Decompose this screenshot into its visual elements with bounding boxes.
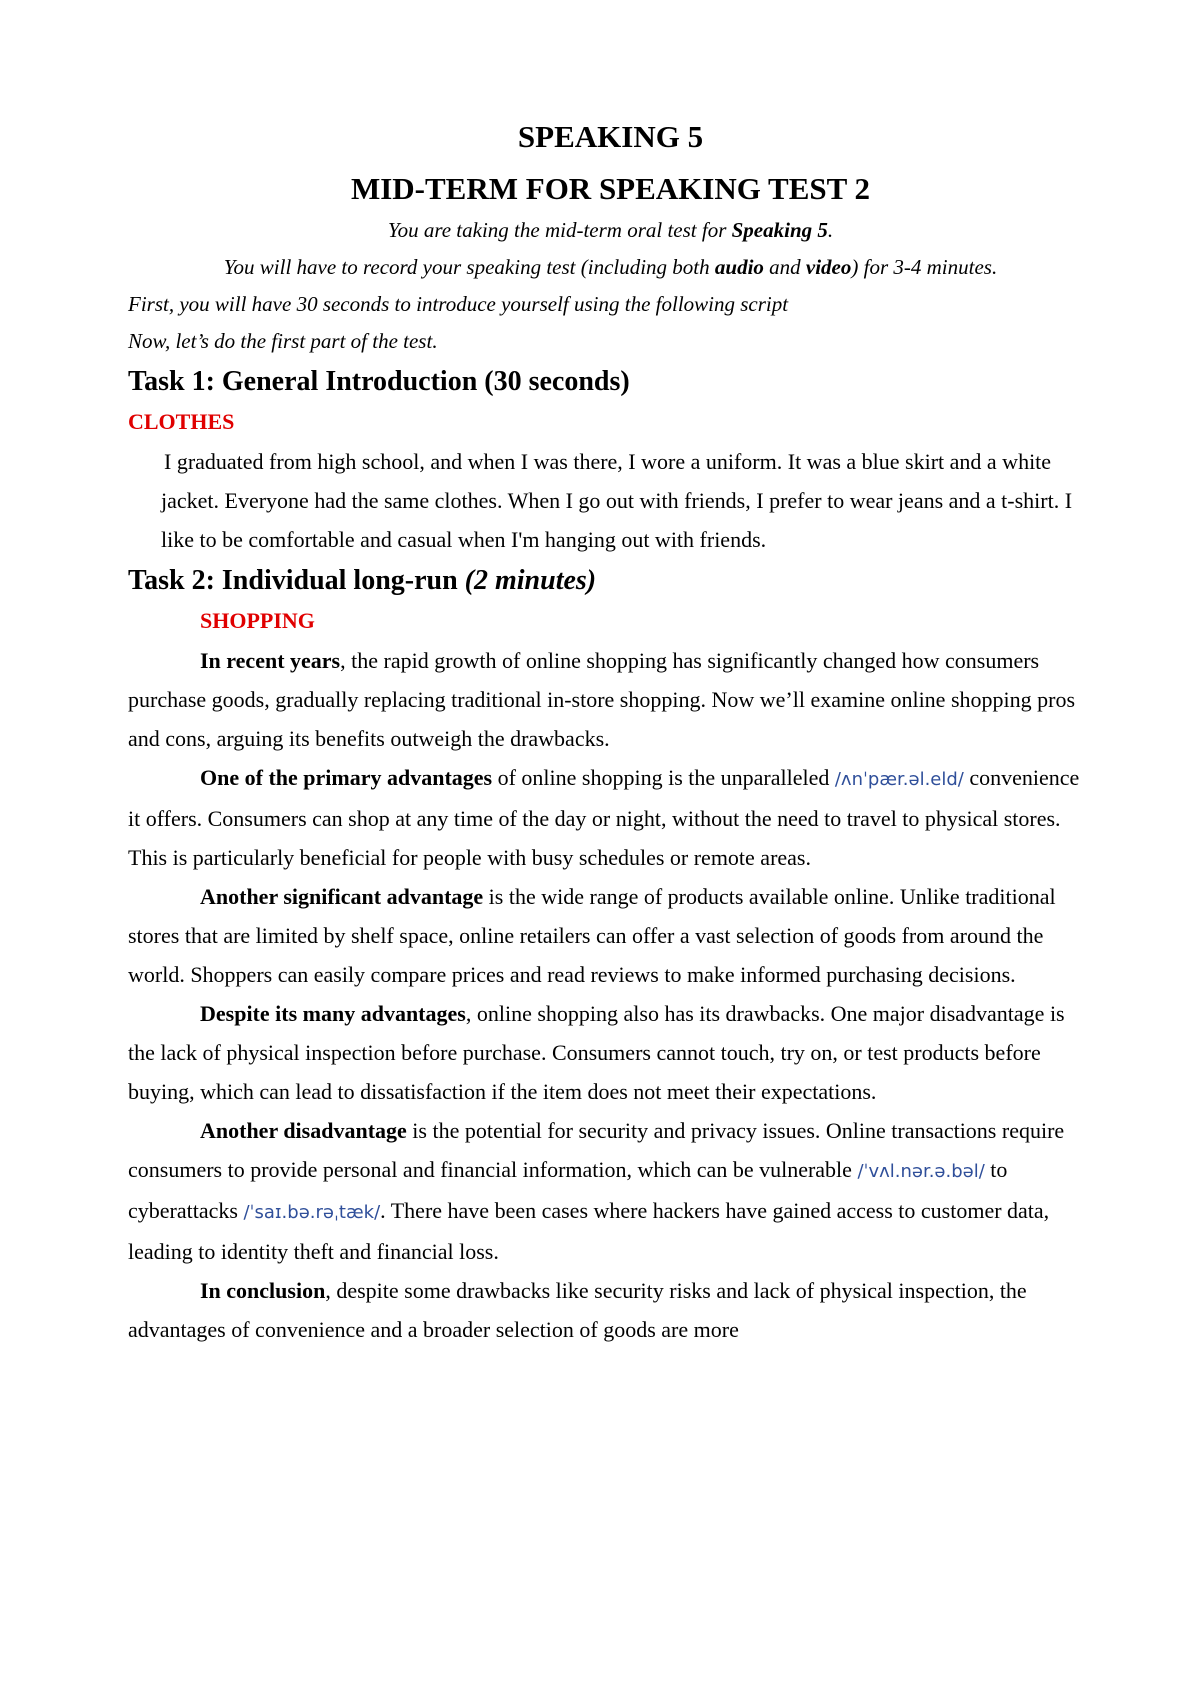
task-2-heading-duration: (2 minutes) [464, 565, 597, 596]
paragraph-3-text: is the wide range of products available online. Unlike traditional stores that are limited by shelf space, online retailers can offer a vast selection of goods from around the world. Shoppers can easily compare prices and read reviews to make informed purchasing decisions. [128, 884, 1056, 987]
paragraph-2-text-a: of online shopping is the unparalleled [492, 765, 835, 790]
ipa-unparalleled: /ʌnˈpær.əl.eld/ [834, 769, 964, 790]
intro-line-2-end: ) for 3-4 minutes. [851, 255, 998, 279]
paragraph-1-text: , the rapid growth of online shopping has significantly changed how consumers purchase goods, gradually replacing traditional in-store shopping. Now we’ll examine online shopping pros and cons, arguing its benefits outweigh the drawbacks. [128, 648, 1076, 751]
paragraph-introduction [128, 641, 1093, 758]
document-content [128, 118, 1093, 1349]
paragraph-2-text-b: convenience it offers. Consumers can shop at any time of the day or night, without the need to travel to physical stores. This is particularly beneficial for people with busy schedules or remote areas. [128, 765, 1080, 870]
paragraph-1-lead: In recent years [200, 648, 341, 673]
paragraph-advantage-1 [128, 758, 1093, 877]
paragraph-3-lead: Another significant advantage [200, 884, 484, 909]
ipa-cyberattack: /ˈsaɪ.bə.rəˌtæk/ [243, 1202, 381, 1223]
paragraph-4-lead: Despite its many advantages [200, 1001, 466, 1026]
paragraph-5-text-c: . There have been cases where hackers have gained access to customer data, leading to identity theft and financial loss. [128, 1198, 1050, 1264]
task-1-topic: CLOTHES [128, 409, 235, 434]
intro-audio-bold: audio [714, 255, 764, 279]
task-2-heading-text: Task 2: Individual long-run [128, 565, 465, 596]
intro-line-1-end: . [827, 218, 834, 242]
paragraph-4-text: , online shopping also has its drawbacks. One major disadvantage is the lack of physical inspection before purchase. Consumers cannot touch, try on, or test products before buying, which can lead to dissatisfaction if the item does not meet their expectations. [128, 1001, 1065, 1104]
document-subtitle: MID-TERM FOR SPEAKING TEST 2 [350, 171, 871, 206]
paragraph-6-text: , despite some drawbacks like security risks and lack of physical inspection, the advantages of convenience and a broader selection of goods are more [128, 1278, 1027, 1342]
task-2-heading [128, 561, 1093, 601]
paragraph-conclusion [128, 1271, 1093, 1349]
task-2-topic: SHOPPING [200, 608, 315, 633]
intro-line-2-text: You will have to record your speaking test (including both [223, 255, 715, 279]
paragraph-disadvantage-2 [128, 1111, 1093, 1271]
paragraph-5-lead: Another disadvantage [200, 1118, 407, 1143]
paragraph-6-lead: In conclusion [200, 1278, 326, 1303]
paragraph-2-lead: One of the primary advantages [200, 765, 493, 790]
document-title: SPEAKING 5 [517, 119, 704, 154]
paragraph-disadvantage-1 [128, 994, 1093, 1111]
intro-line-1-bold: Speaking 5 [731, 218, 828, 242]
intro-video-bold: video [805, 255, 852, 279]
ipa-vulnerable: /ˈvʌl.nər.ə.bəl/ [857, 1161, 985, 1182]
intro-line-3: First, you will have 30 seconds to introduce yourself using the following script [128, 292, 789, 316]
intro-line-2-mid: and [763, 255, 806, 279]
task-1-heading: Task 1: General Introduction (30 seconds) [128, 366, 630, 397]
paragraph-advantage-2 [128, 877, 1093, 994]
intro-line-2 [128, 249, 1093, 286]
intro-line-1 [128, 212, 1093, 249]
paragraph-5-text-b: to cyberattacks [128, 1157, 1008, 1223]
intro-line-4: Now, let’s do the first part of the test. [128, 329, 438, 353]
paragraph-5-text-a: is the potential for security and privacy issues. Online transactions require consumers to provide personal and financial information, which can be vulnerable [128, 1118, 1065, 1182]
intro-line-1-text: You are taking the mid-term oral test for [387, 218, 732, 242]
task-1-answer: I graduated from high school, and when I was there, I wore a uniform. It was a blue skirt and a white jacket. Everyone had the same clothes. When I go out with friends, I prefer to wear jeans and a t-shirt. I like to be comfortable and casual when I'm hanging out with friends. [161, 449, 1073, 552]
